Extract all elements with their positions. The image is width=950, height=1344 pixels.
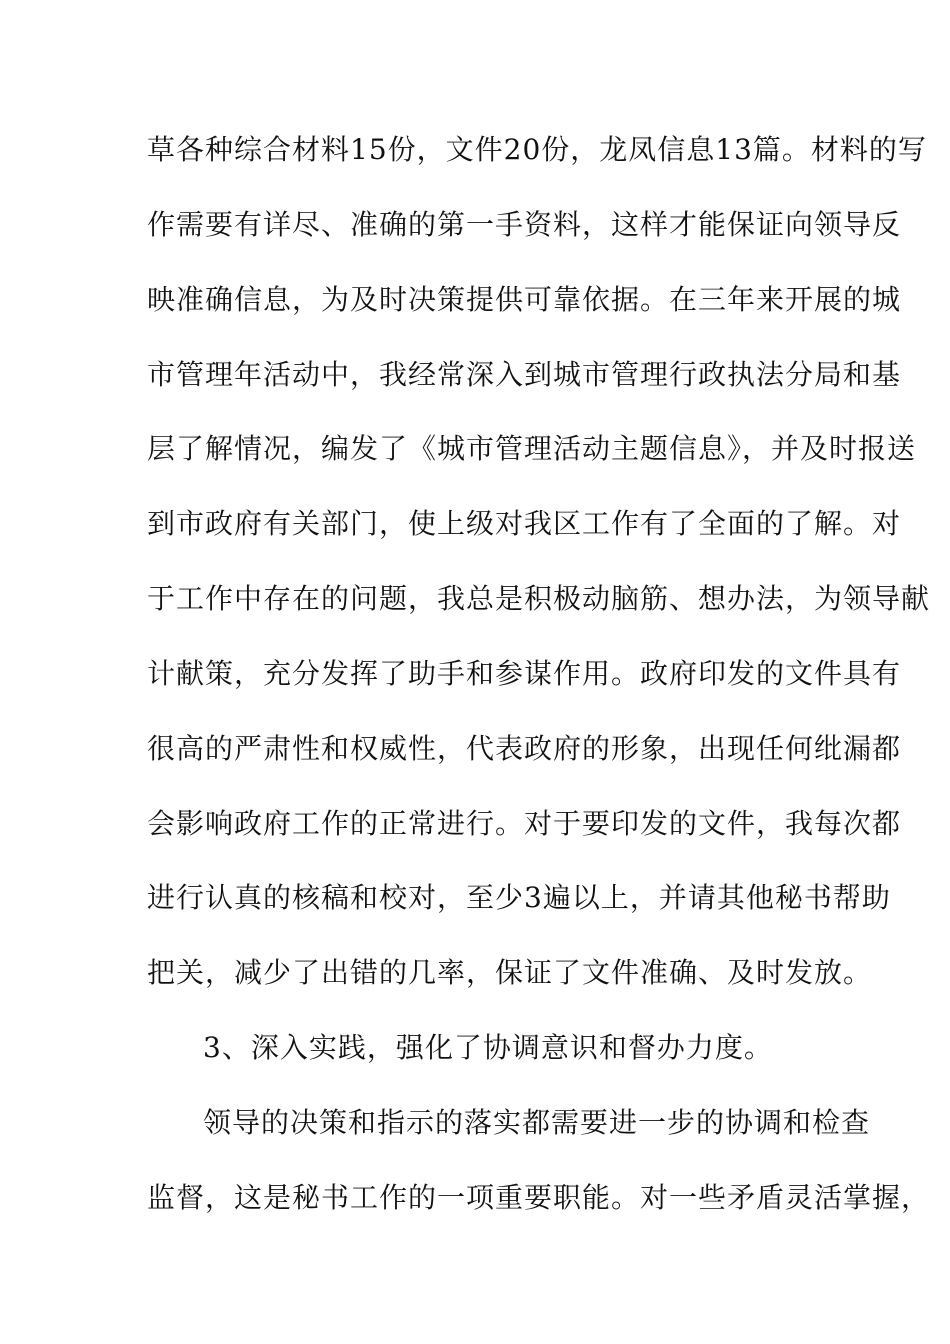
text-line: 映准确信息，为及时决策提供可靠依据。在三年来开展的城	[147, 283, 902, 316]
text-line: 市管理年活动中，我经常深入到城市管理行政执法分局和基	[147, 358, 902, 391]
section-heading: 3、深入实践，强化了协调意识和督办力度。	[203, 1031, 773, 1064]
text-line: 层了解情况，编发了《城市管理活动主题信息》，并及时报送	[147, 432, 917, 465]
text-line: 作需要有详尽、准确的第一手资料，这样才能保证向领导反	[147, 208, 902, 241]
text-line: 草各种综合材料15份，文件20份，龙凤信息13篇。材料的写	[147, 133, 927, 166]
text-line: 很高的严肃性和权威性，代表政府的形象，出现任何纰漏都	[147, 732, 902, 765]
text-line: 到市政府有关部门，使上级对我区工作有了全面的了解。对	[147, 507, 902, 540]
text-line: 会影响政府工作的正常进行。对于要印发的文件，我每次都	[147, 807, 902, 840]
text-line: 进行认真的核稿和校对，至少3遍以上，并请其他秘书帮助	[147, 881, 891, 914]
paragraph-first-line: 领导的决策和指示的落实都需要进一步的协调和检查	[203, 1106, 871, 1139]
text-line: 计献策，充分发挥了助手和参谋作用。政府印发的文件具有	[147, 657, 902, 690]
text-line: 监督，这是秘书工作的一项重要职能。对一些矛盾灵活掌握，	[147, 1181, 931, 1214]
text-line: 把关，减少了出错的几率，保证了文件准确、及时发放。	[147, 956, 873, 989]
text-line: 于工作中存在的问题，我总是积极动脑筋、想办法，为领导献	[147, 582, 931, 615]
